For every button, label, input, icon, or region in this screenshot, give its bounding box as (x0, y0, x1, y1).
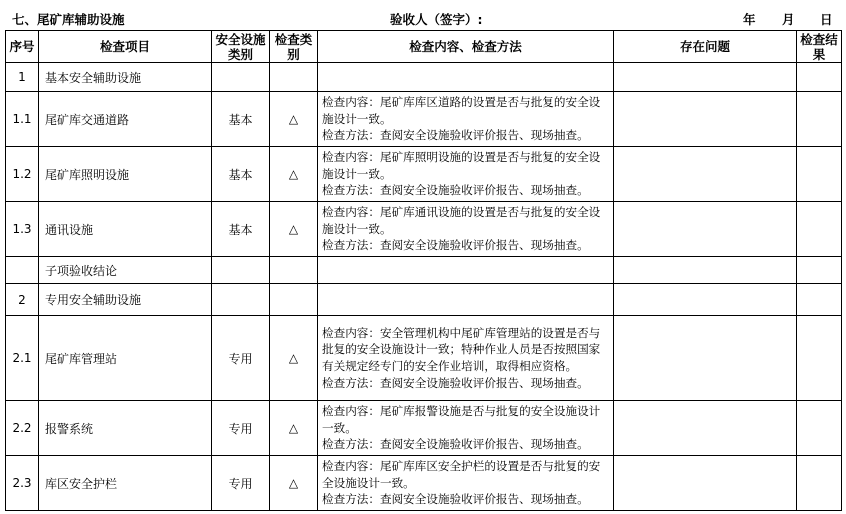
row-issues-cell[interactable] (614, 202, 797, 257)
row-category (212, 257, 270, 284)
content-method-text: 检查方法：查阅安全设施验收评价报告、现场抽查。 (322, 238, 589, 253)
content-method-text: 检查方法：查阅安全设施验收评价报告、现场抽查。 (322, 492, 589, 507)
row-result-cell[interactable] (797, 456, 842, 511)
row-item: 通讯设施 (39, 202, 212, 257)
row-content (318, 456, 614, 511)
row-content (318, 316, 614, 401)
content-check-text: 检查内容：尾矿库照明设施的设置是否与批复的安全设施设计一致。 (322, 150, 601, 181)
row-category: 基本 (212, 92, 270, 147)
year-label: 年 (743, 12, 756, 27)
row-item: 专用安全辅助设施 (39, 284, 212, 316)
table-row (6, 147, 842, 202)
row-result-cell[interactable] (797, 92, 842, 147)
row-result-cell[interactable] (797, 257, 842, 284)
content-check-text: 检查内容：尾矿库库区道路的设置是否与批复的安全设施设计一致。 (322, 95, 601, 126)
row-no: 1.2 (6, 147, 39, 202)
row-item: 报警系统 (39, 401, 212, 456)
row-issues-cell[interactable] (614, 316, 797, 401)
row-check-type: △ (270, 147, 318, 202)
row-content (318, 92, 614, 147)
row-category: 基本 (212, 202, 270, 257)
row-category (212, 284, 270, 316)
row-category: 专用 (212, 456, 270, 511)
table-row (6, 401, 842, 456)
content-method-text: 检查方法：查阅安全设施验收评价报告、现场抽查。 (322, 128, 589, 143)
row-no: 1.1 (6, 92, 39, 147)
col-header-issues: 存在问题 (614, 31, 797, 63)
col-header-item: 检查项目 (39, 31, 212, 63)
row-category: 专用 (212, 316, 270, 401)
row-result-cell[interactable] (797, 63, 842, 92)
row-item: 基本安全辅助设施 (39, 63, 212, 92)
row-no: 2.1 (6, 316, 39, 401)
row-check-type: △ (270, 202, 318, 257)
content-method-text: 检查方法：查阅安全设施验收评价报告、现场抽查。 (322, 437, 589, 452)
row-check-type (270, 257, 318, 284)
section-title: 七、尾矿库辅助设施 (12, 12, 125, 27)
row-result-cell[interactable] (797, 316, 842, 401)
row-check-type (270, 63, 318, 92)
acceptor-signature-label: 验收人（签字）: (390, 12, 483, 27)
col-header-category: 安全设施类别 (212, 31, 270, 63)
row-result-cell[interactable] (797, 284, 842, 316)
row-issues-cell[interactable] (614, 63, 797, 92)
row-result-cell[interactable] (797, 147, 842, 202)
row-issues-cell[interactable] (614, 257, 797, 284)
row-content (318, 257, 614, 284)
day-label: 日 (820, 12, 833, 27)
row-check-type: △ (270, 92, 318, 147)
col-header-no: 序号 (6, 31, 39, 63)
row-content (318, 202, 614, 257)
row-issues-cell[interactable] (614, 456, 797, 511)
row-issues-cell[interactable] (614, 92, 797, 147)
row-issues-cell[interactable] (614, 284, 797, 316)
row-check-type (270, 284, 318, 316)
row-item: 尾矿库管理站 (39, 316, 212, 401)
row-no (6, 257, 39, 284)
row-result-cell[interactable] (797, 401, 842, 456)
row-item: 库区安全护栏 (39, 456, 212, 511)
row-check-type: △ (270, 316, 318, 401)
col-header-content-method: 检查内容、检查方法 (318, 31, 614, 63)
table-row (6, 92, 842, 147)
row-item: 尾矿库照明设施 (39, 147, 212, 202)
content-method-text: 检查方法：查阅安全设施验收评价报告、现场抽查。 (322, 183, 589, 198)
col-header-result: 检查结果 (797, 31, 842, 63)
row-content (318, 147, 614, 202)
table-row (6, 63, 842, 92)
row-content (318, 284, 614, 316)
row-category: 专用 (212, 401, 270, 456)
document-header (0, 0, 846, 30)
table-row (6, 284, 842, 316)
row-item: 尾矿库交通道路 (39, 92, 212, 147)
content-check-text: 检查内容：尾矿库报警设施是否与批复的安全设施设计一致。 (322, 404, 601, 435)
table-header-row (6, 31, 842, 63)
content-check-text: 检查内容：尾矿库通讯设施的设置是否与批复的安全设施设计一致。 (322, 205, 601, 236)
inspection-table (5, 30, 842, 511)
row-issues-cell[interactable] (614, 401, 797, 456)
table-row (6, 257, 842, 284)
row-content (318, 401, 614, 456)
content-check-text: 检查内容：尾矿库库区安全护栏的设置是否与批复的安全设施设计一致。 (322, 459, 601, 490)
row-result-cell[interactable] (797, 202, 842, 257)
row-no: 2 (6, 284, 39, 316)
table-row (6, 202, 842, 257)
row-no: 2.2 (6, 401, 39, 456)
content-method-text: 检查方法：查阅安全设施验收评价报告、现场抽查。 (322, 375, 589, 390)
col-header-check-type: 检查类别 (270, 31, 318, 63)
table-row (6, 316, 842, 401)
row-check-type: △ (270, 456, 318, 511)
row-check-type: △ (270, 401, 318, 456)
table-row (6, 456, 842, 511)
row-no: 2.3 (6, 456, 39, 511)
row-category (212, 63, 270, 92)
content-check-text: 检查内容：安全管理机构中尾矿库管理站的设置是否与批复的安全设施设计一致；特种作业人员是否按照国家有关规定经专门的安全作业培训，取得相应资格。 (322, 325, 601, 373)
row-issues-cell[interactable] (614, 147, 797, 202)
row-content (318, 63, 614, 92)
month-label: 月 (782, 12, 795, 27)
row-no: 1.3 (6, 202, 39, 257)
row-item: 子项验收结论 (39, 257, 212, 284)
row-category: 基本 (212, 147, 270, 202)
row-no: 1 (6, 63, 39, 92)
